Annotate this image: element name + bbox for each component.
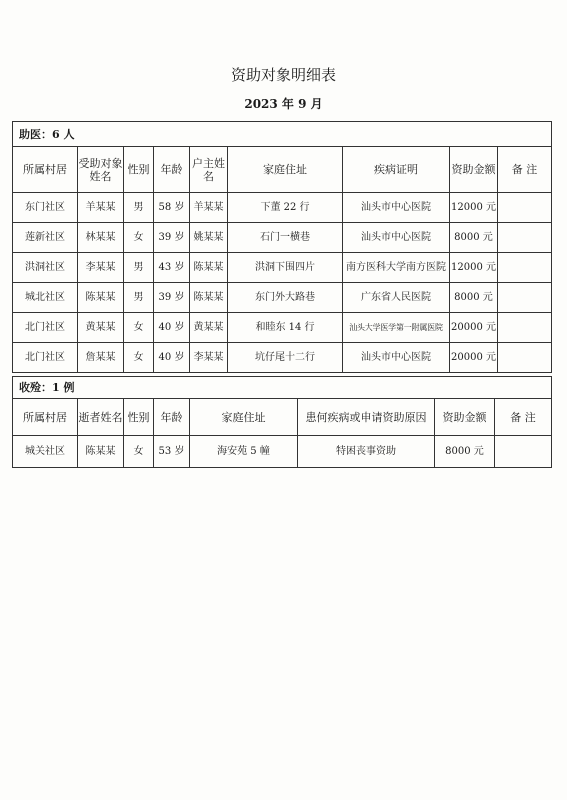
table-cell: 羊某某	[190, 193, 228, 223]
table-cell: 汕头市中心医院	[343, 223, 450, 253]
table-cell: 男	[124, 283, 154, 313]
table-cell: 20000 元	[450, 343, 498, 373]
table-cell: 40 岁	[154, 313, 190, 343]
table-cell: 洪洞下围四片	[228, 253, 343, 283]
table-cell: 12000 元	[450, 253, 498, 283]
table-row	[13, 343, 552, 373]
table-cell: 8000 元	[450, 223, 498, 253]
table-cell	[498, 343, 552, 373]
table-cell: 和睦东 14 行	[228, 313, 343, 343]
table-cell: 广东省人民医院	[343, 283, 450, 313]
table-cell: 城北社区	[13, 283, 78, 313]
table-row	[13, 283, 552, 313]
medical-header-row	[13, 147, 552, 193]
table-cell: 58 岁	[154, 193, 190, 223]
document-date: 2023 年 9 月	[244, 97, 323, 111]
column-header: 所属村居	[13, 399, 78, 436]
table-cell: 黄某某	[78, 313, 124, 343]
table-cell: 女	[124, 313, 154, 343]
table-cell: 特困丧事资助	[298, 436, 435, 468]
table-row	[13, 223, 552, 253]
table-cell: 53 岁	[154, 436, 190, 468]
table-cell: 洪洞社区	[13, 253, 78, 283]
burial-aid-table	[12, 376, 552, 468]
table-cell: 39 岁	[154, 283, 190, 313]
table-row	[13, 436, 552, 468]
table-cell: 女	[124, 223, 154, 253]
table-cell: 詹某某	[78, 343, 124, 373]
column-header: 备 注	[498, 147, 552, 193]
column-header: 年龄	[154, 147, 190, 193]
table-cell: 海安苑 5 幢	[190, 436, 298, 468]
table-cell: 女	[124, 436, 154, 468]
table-cell: 男	[124, 193, 154, 223]
column-header: 受助对象姓名	[78, 147, 124, 193]
table-cell	[498, 283, 552, 313]
table-cell: 坑仔尾十二行	[228, 343, 343, 373]
table-cell: 12000 元	[450, 193, 498, 223]
table-cell: 39 岁	[154, 223, 190, 253]
table-cell: 8000 元	[435, 436, 495, 468]
burial-header-row	[13, 399, 552, 436]
table-cell	[495, 436, 552, 468]
medical-aid-table	[12, 121, 552, 373]
table-cell: 东门外大路巷	[228, 283, 343, 313]
table-cell: 20000 元	[450, 313, 498, 343]
table-cell: 黄某某	[190, 313, 228, 343]
table-cell: 北门社区	[13, 343, 78, 373]
table-cell: 汕头市中心医院	[343, 343, 450, 373]
column-header: 备 注	[495, 399, 552, 436]
column-header: 性别	[124, 399, 154, 436]
table-cell: 下董 22 行	[228, 193, 343, 223]
table-cell: 男	[124, 253, 154, 283]
document-title: 资助对象明细表	[230, 66, 336, 84]
column-header: 资助金额	[450, 147, 498, 193]
table-cell: 女	[124, 343, 154, 373]
table-row	[13, 313, 552, 343]
table-cell: 城关社区	[13, 436, 78, 468]
table-cell: 汕头大学医学第一附属医院	[343, 313, 450, 343]
column-header: 所属村居	[13, 147, 78, 193]
column-header: 患何疾病或申请资助原因	[298, 399, 435, 436]
table-cell: 李某某	[78, 253, 124, 283]
burial-section-label: 收殓：1 例	[13, 377, 552, 399]
column-header: 疾病证明	[343, 147, 450, 193]
table-cell: 8000 元	[450, 283, 498, 313]
table-cell: 汕头市中心医院	[343, 193, 450, 223]
table-cell	[498, 193, 552, 223]
table-cell: 43 岁	[154, 253, 190, 283]
table-cell: 陈某某	[78, 436, 124, 468]
table-cell: 林某某	[78, 223, 124, 253]
medical-section-label: 助医：6 人	[13, 122, 552, 147]
column-header: 年龄	[154, 399, 190, 436]
table-cell: 李某某	[190, 343, 228, 373]
table-cell: 石门一横巷	[228, 223, 343, 253]
table-cell: 陈某某	[190, 283, 228, 313]
table-cell: 南方医科大学南方医院	[343, 253, 450, 283]
column-header: 户主姓名	[190, 147, 228, 193]
table-cell: 陈某某	[190, 253, 228, 283]
table-row	[13, 253, 552, 283]
table-cell: 东门社区	[13, 193, 78, 223]
column-header: 性别	[124, 147, 154, 193]
column-header: 家庭住址	[190, 399, 298, 436]
table-cell: 姚某某	[190, 223, 228, 253]
table-row	[13, 193, 552, 223]
column-header: 家庭住址	[228, 147, 343, 193]
column-header: 资助金额	[435, 399, 495, 436]
table-cell: 北门社区	[13, 313, 78, 343]
table-cell: 羊某某	[78, 193, 124, 223]
column-header: 逝者姓名	[78, 399, 124, 436]
table-cell	[498, 253, 552, 283]
table-cell: 40 岁	[154, 343, 190, 373]
table-cell: 陈某某	[78, 283, 124, 313]
table-cell	[498, 223, 552, 253]
table-cell: 莲新社区	[13, 223, 78, 253]
table-cell	[498, 313, 552, 343]
